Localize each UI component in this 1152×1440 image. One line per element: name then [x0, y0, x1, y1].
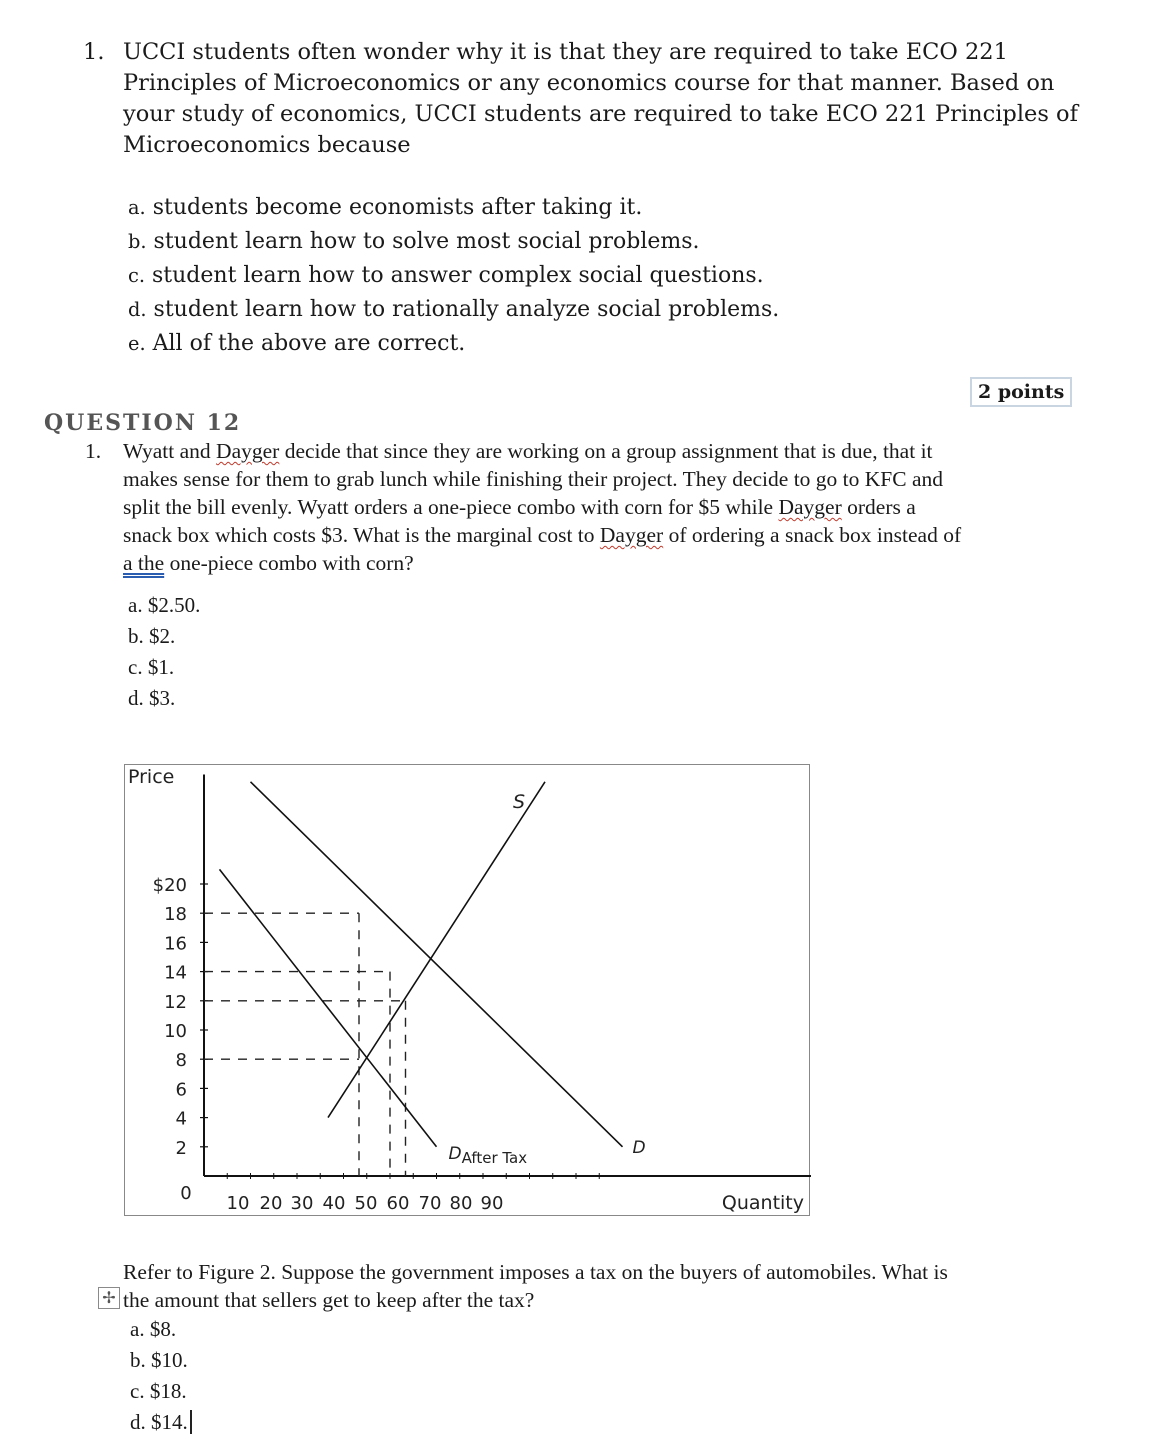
x-tick-label: 80 [449, 1193, 473, 1214]
figure2-chart [124, 764, 811, 1218]
y-tick-label: 8 [175, 1050, 187, 1072]
text-cursor [190, 1410, 192, 1434]
demand-after-tax-label: DAfter Tax [448, 1143, 528, 1167]
question12-option-b[interactable]: b. $2. [128, 624, 176, 648]
figure2-option-b[interactable]: b. $10. [130, 1348, 188, 1372]
y-tick-label: 10 [164, 1021, 187, 1042]
y-tick-label: 12 [164, 991, 187, 1013]
x-tick-label: 60 [386, 1193, 410, 1214]
y-axis-title: Price [128, 766, 175, 788]
question1-option-d[interactable]: d. student learn how to rationally analyze social problems. [128, 297, 780, 322]
y-tick-label: 14 [164, 962, 187, 984]
question1-line: Principles of Microeconomics or any economics course for that manner. Based on [123, 70, 1055, 96]
x-tick-label: 10 [226, 1193, 250, 1214]
question1-option-c[interactable]: c. student learn how to answer complex social questions. [128, 263, 764, 288]
question1-options [128, 191, 779, 361]
question1-option-b[interactable]: b. student learn how to solve most social problems. [128, 229, 700, 254]
figure2-option-a[interactable]: a. $8. [130, 1317, 177, 1341]
question12-options [128, 590, 200, 714]
x-tick-label: 90 [480, 1193, 504, 1214]
y-tick-label: 4 [175, 1108, 187, 1130]
spell-flagged-word: Dayger [216, 439, 280, 463]
demand-label: D [632, 1137, 646, 1158]
question1-option-a[interactable]: a. students become economists after taking it. [128, 195, 643, 220]
figure2-question-stem: Refer to Figure 2. Suppose the government imposes a tax on the buyers of automobiles. What is the amount that sellers get to keep after the tax? [123, 1260, 948, 1312]
x-tick-label: 70 [418, 1193, 442, 1214]
question1-option-e[interactable]: e. All of the above are correct. [128, 331, 466, 356]
move-handle-icon[interactable]: ✢ [98, 1287, 120, 1309]
x-tick-label: 50 [354, 1193, 378, 1214]
figure2-option-c[interactable]: c. $18. [130, 1379, 187, 1403]
question-heading: QUESTION 12 [44, 410, 242, 436]
y-tick-label: 18 [164, 904, 187, 926]
question12-number: 1. [85, 439, 102, 463]
y-tick-label: $20 [152, 875, 187, 896]
tracked-change-text: a the [123, 551, 165, 575]
x-tick-label: 40 [322, 1193, 346, 1214]
question12-option-a[interactable]: a. $2.50. [128, 593, 201, 617]
y-tick-label: 16 [164, 933, 187, 955]
question1-line: Microeconomics because [123, 132, 411, 158]
x-tick-label: 20 [259, 1193, 283, 1214]
x-tick-label: 30 [290, 1193, 314, 1214]
y-tick-label: 2 [175, 1137, 187, 1159]
spell-flagged-word: Dayger [599, 523, 664, 547]
question12-option-c[interactable]: c. $1. [128, 655, 175, 679]
origin-label: 0 [180, 1183, 192, 1204]
points-badge: 2 points [970, 377, 1072, 407]
supply-label: S [513, 790, 526, 813]
question1-number: 1. [83, 39, 105, 65]
spell-flagged-word: Dayger [778, 495, 842, 519]
question1-line: your study of economics, UCCI students are required to take ECO 221 Principles of [123, 101, 1078, 127]
figure2-options [130, 1314, 192, 1438]
question1-line: UCCI students often wonder why it is that they are required to take ECO 221 [123, 39, 1008, 65]
y-tick-label: 6 [175, 1079, 187, 1101]
question12-option-d[interactable]: d. $3. [128, 686, 176, 710]
x-axis-title: Quantity [721, 1192, 804, 1214]
question12-stem: Wyatt and Dayger decide that since they are working on a group assignment that is due, that it makes sense for them to grab lunch while finishing their project. They decide to go to KFC and split the bill evenly. Wyatt orders a one-piece combo with corn for $5 while Dayger orders a snack box which costs $3. What is the marginal cost to Dayger of ordering a snack box instead of a the one-piece combo with corn? [123, 439, 962, 575]
figure2-option-d[interactable]: d. $14. [130, 1407, 192, 1438]
question1-stem [123, 37, 1113, 161]
